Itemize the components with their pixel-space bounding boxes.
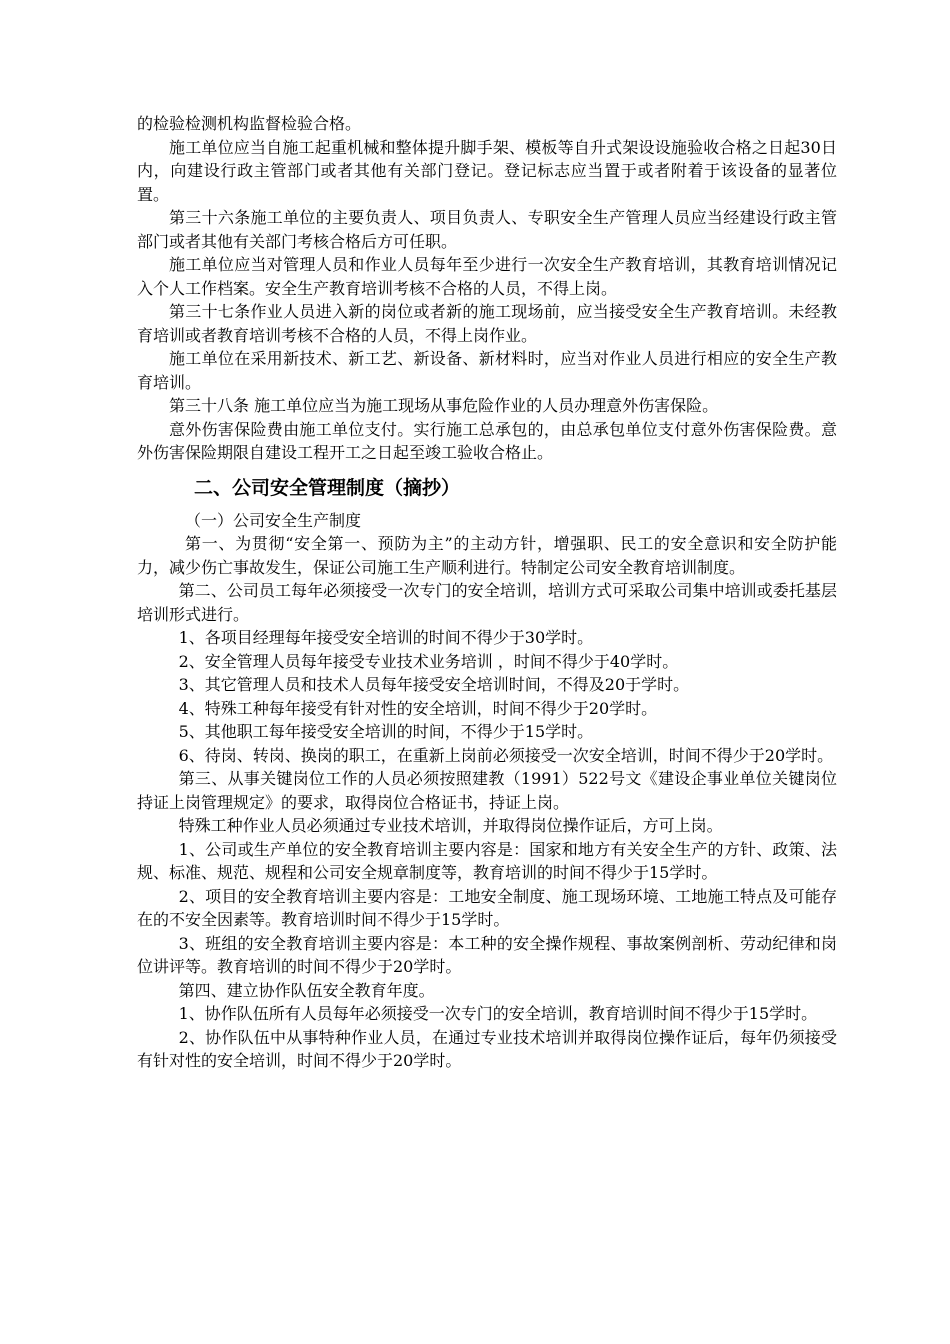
article-2-item: 6、待岗、转岗、换岗的职工，在重新上岗前必须接受一次安全培训，时间不得少于20学时。: [178, 745, 834, 765]
paragraph: 意外伤害保险费由施工单位支付。实行施工总承包的，由总承包单位支付意外伤害保险费。意外伤害保险期限自建设工程开工之日起至竣工验收合格止。: [137, 419, 837, 462]
paragraph: 施工单位在采用新技术、新工艺、新设备、新材料时，应当对作业人员进行相应的安全生产教育培训。: [137, 349, 837, 392]
paragraph: 第三十七条作业人员进入新的岗位或者新的施工现场前，应当接受安全生产教育培训。未经教育培训或者教育培训考核不合格的人员，不得上岗作业。: [137, 302, 837, 345]
article-1: 第一、为贯彻“安全第一、预防为主”的主动方针，增强职、民工的安全意识和安全防护能力，减少伤亡事故发生，保证公司施工生产顺利进行。特制定公司安全教育培训制度。: [137, 534, 837, 577]
paragraph: 施工单位应当对管理人员和作业人员每年至少进行一次安全生产教育培训，其教育培训情况记入个人工作档案。安全生产教育培训考核不合格的人员，不得上岗。: [137, 255, 837, 298]
article-3-item: 1、公司或生产单位的安全教育培训主要内容是：国家和地方有关安全生产的方针、政策、法规、标准、规范、规程和公司安全规章制度等，教育培训的时间不得少于15学时。: [137, 839, 837, 882]
article-4-item: 1、协作队伍所有人员每年必须接受一次专门的安全培训，教育培训时间不得少于15学时。: [178, 1004, 818, 1023]
paragraph: 施工单位应当自施工起重机械和整体提升脚手架、模板等自升式架设设施验收合格之日起30日内，向建设行政主管部门或者其他有关部门登记。登记标志应当置于或者附着于该设备的显著位置。: [137, 137, 837, 204]
article-2: 第二、公司员工每年必须接受一次专门的安全培训，培训方式可采取公司集中培训或委托基层培训形式进行。: [137, 581, 837, 624]
article-3-item: 2、项目的安全教育培训主要内容是：工地安全制度、施工现场环境、工地施工特点及可能存在的不安全因素等。教育培训时间不得少于15学时。: [137, 886, 837, 929]
article-2-item: 2、安全管理人员每年接受专业技术业务培训 ，时间不得少于40学时。: [178, 651, 679, 671]
article-3: 第三、从事关键岗位工作的人员必须按照建教（1991）522号文《建设企事业单位关键岗位持证上岗管理规定》的要求，取得岗位合格证书，持证上岗。: [137, 769, 837, 812]
paragraph: 第三十六条施工单位的主要负责人、项目负责人、专职安全生产管理人员应当经建设行政主管部门或者其他有关部门考核合格后方可任职。: [137, 208, 837, 251]
article-4: 第四、建立协作队伍安全教育年度。: [178, 980, 435, 1000]
article-2-item: 4、特殊工种每年接受有针对性的安全培训，时间不得少于20学时。: [178, 698, 658, 718]
document-body: [137, 112, 837, 1073]
paragraph: 第三十八条 施工单位应当为施工现场从事危险作业的人员办理意外伤害保险。: [169, 396, 719, 415]
article-3-note: 特殊工种作业人员必须通过专业技术培训，并取得岗位操作证后，方可上岗。: [178, 816, 723, 835]
article-3-item: 3、班组的安全教育培训主要内容是：本工种的安全操作规程、事故案例剖析、劳动纪律和岗位讲评等。教育培训的时间不得少于20学时。: [137, 933, 837, 976]
article-2-item: 5、其他职工每年接受安全培训的时间，不得少于15学时。: [178, 722, 594, 741]
article-2-item: 3、其它管理人员和技术人员每年接受安全培训时间，不得及20于学时。: [178, 675, 690, 694]
article-2-item: 1、各项目经理每年接受安全培训的时间不得少于30学时。: [178, 628, 594, 647]
subsection-heading: （一）公司安全生产制度: [185, 510, 362, 530]
section-heading: 二、公司安全管理制度（摘抄）: [194, 476, 461, 499]
paragraph: 的检验检测机构监督检验合格。: [137, 114, 362, 133]
article-4-item: 2、协作队伍中从事特种作业人员，在通过专业技术培训并取得岗位操作证后，每年仍须接受有针对性的安全培训，时间不得少于20学时。: [137, 1027, 837, 1070]
